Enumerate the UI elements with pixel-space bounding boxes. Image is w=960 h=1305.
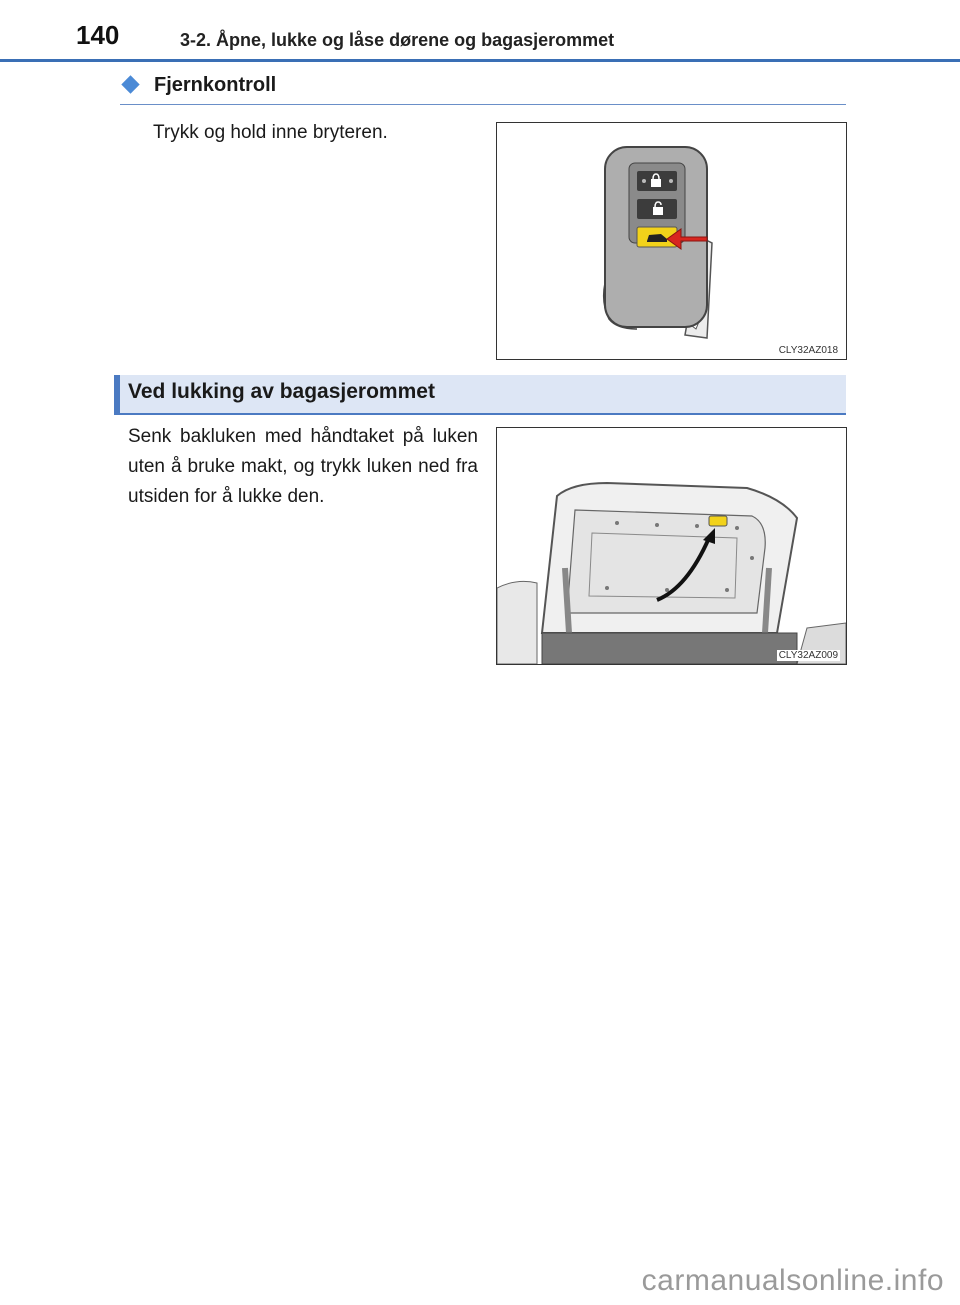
trunk-lid-drawing [497,428,846,664]
watermark-text: carmanualsonline.info [641,1264,944,1297]
closing-instruction-text: Senk bakluken med håndtaket på luken uten å bruke makt, og trykk luken ned fra utsiden for å lukke den. [128,426,478,507]
trunk-lid-illustration [496,427,847,665]
remote-instruction-text: Trykk og hold inne bryteren. [153,122,388,143]
section-heading-text: Ved lukking av bagasjerommet [128,380,435,403]
header-rule [0,59,960,62]
subsection-heading-text: Fjernkontroll [154,74,277,96]
page-number: 140 [76,20,120,50]
key-fob-drawing [497,123,846,359]
figure-code-label: CLY32AZ018 [778,345,838,356]
running-header-title: 3-2. Åpne, lukke og låse dørene og bagasjerommet [180,30,615,50]
remote-key-illustration [496,122,847,360]
figure-code-label: CLY32AZ009 [778,650,838,661]
subsection-heading-remote [120,72,846,105]
section-accent-bar [114,375,120,413]
section-heading-closing [114,375,846,415]
diamond-bullet-icon [121,75,139,93]
